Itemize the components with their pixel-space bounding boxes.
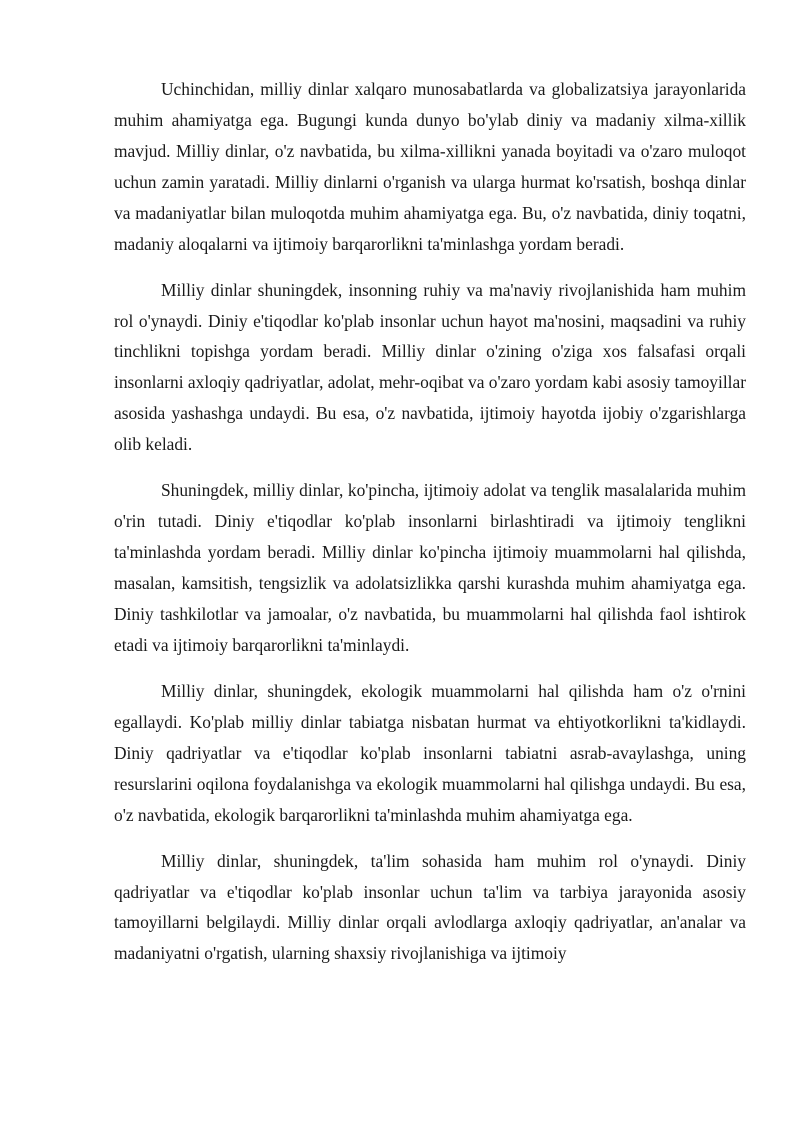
paragraph-1: Uchinchidan, milliy dinlar xalqaro munosabatlarda va globalizatsiya jarayonlarida muhim ahamiyatga ega. Bugungi kunda dunyo bo'ylab diniy va madaniy xilma-xillik mavjud. Milliy dinlar, o'z navbatida, bu xilma-xillikni yanada boyitadi va o'zaro muloqot uchun zamin yaratadi. Milliy dinlarni o'rganish va ularga hurmat ko'rsatish, boshqa dinlar va madaniyatlar bilan muloqotda muhim ahamiyatga ega. Bu, o'z navbatida, diniy toqatni, madaniy aloqalarni va ijtimoiy barqarorlikni ta'minlashga yordam beradi. [114, 79, 746, 254]
paragraph-4: Milliy dinlar, shuningdek, ekologik muammolarni hal qilishda ham o'z o'rnini egallaydi. Ko'plab milliy dinlar tabiatga nisbatan hurmat va ehtiyotkorlikni ta'kidlaydi. Diniy qadriyatlar va e'tiqodlar ko'plab insonlarni tabiatni asrab-avaylashga, uning resurslarini oqilona foydalanishga va ekologik muammolarni hal qilishga undaydi. Bu esa, o'z navbatida, ekologik barqarorlikni ta'minlashda muhim ahamiyatga ega. [114, 680, 746, 825]
paragraph-3: Shuningdek, milliy dinlar, ko'pincha, ijtimoiy adolat va tenglik masalalarida muhim o'rin tutadi. Diniy e'tiqodlar ko'plab insonlarni birlashtiradi va ijtimoiy tenglikni ta'minlashda yordam beradi. Milliy dinlar ko'pincha ijtimoiy muammolarni hal qilishda, masalan, kamsitish, tengsizlik va adolatsizlikka qarshi kurashda muhim ahamiyatga ega. Diniy tashkilotlar va jamoalar, o'z navbatida, bu muammolarni hal qilishda faol ishtirok etadi va ijtimoiy barqarorlikni ta'minlaydi. [114, 480, 746, 655]
paragraph-2: Milliy dinlar shuningdek, insonning ruhiy va ma'naviy rivojlanishida ham muhim rol o'ynaydi. Diniy e'tiqodlar ko'plab insonlar uchun hayot ma'nosini, maqsadini va ruhiy tinchlikni topishga yordam beradi. Milliy dinlar o'zining o'ziga xos falsafasi orqali insonlarni axloqiy qadriyatlar, adolat, mehr-oqibat va o'zaro yordam kabi asosiy tamoyillar asosida yashashga undaydi. Bu esa, o'z navbatida, ijtimoiy hayotda ijobiy o'zgarishlarga olib keladi. [114, 279, 746, 455]
document-page [114, 74, 746, 984]
paragraph-5: Milliy dinlar, shuningdek, ta'lim sohasida ham muhim rol o'ynaydi. Diniy qadriyatlar va e'tiqodlar ko'plab insonlar uchun ta'lim va tarbiya jarayonida asosiy tamoyillarni belgilaydi. Milliy dinlar orqali avlodlarga axloqiy qadriyatlar, an'analar va madaniyatni o'rgatish, ularning shaxsiy rivojlanishiga va ijtimoiy [114, 850, 746, 964]
